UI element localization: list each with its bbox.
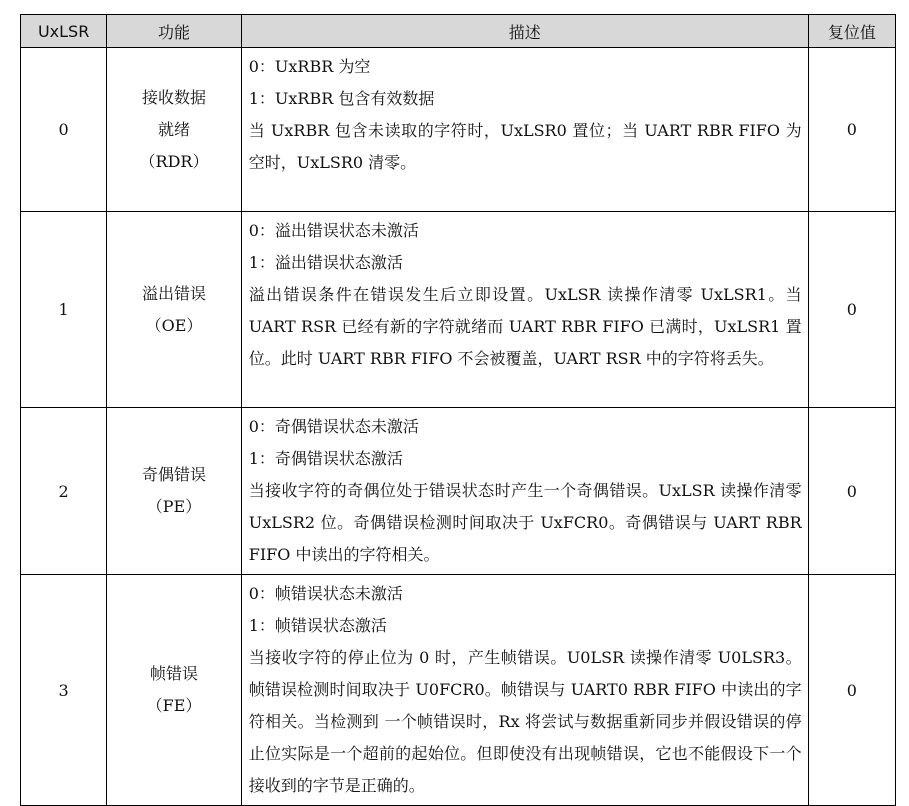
description-line: 当 UxRBR 包含未读取的字符时，UxLSR0 置位；当 UART RBR FIFO 为空时，UxLSR0 清零。	[248, 121, 802, 172]
function-line: 就绪	[158, 119, 191, 139]
reset-cell: 0	[808, 212, 895, 408]
reset-cell: 0	[808, 48, 895, 212]
header-uxlsr: UxLSR	[21, 15, 107, 48]
description-cell	[241, 212, 808, 408]
function-line: 接收数据	[142, 87, 207, 107]
description-line: 0：UxRBR 为空	[248, 57, 371, 76]
function-line: 奇偶错误	[142, 465, 207, 484]
table-row	[21, 48, 896, 212]
function-line: （FE）	[146, 696, 202, 715]
description-line: 当接收字符的奇偶位处于错误状态时产生一个奇偶错误。UxLSR 读操作清零 UxLSR2 位。奇偶错误检测时间取决于 UxFCR0。奇偶错误与 UART RBR FIFO 中读出的字符相关。	[248, 481, 802, 564]
description-line: 当接收字符的停止位为 0 时，产生帧错误。U0LSR 读操作清零 U0LSR3。帧错误检测时间取决于 U0FCR0。帧错误与 UART0 RBR FIFO 中读出的字符相关。当检测到 一个帧错误时，Rx 将尝试与数据重新同步并假设错误的停止位实际是一个超前的起始位。但即使没有出现帧错误，它也不能假设下一个接收到的字节是正确的。	[248, 648, 802, 795]
function-line: （OE）	[145, 315, 203, 335]
function-cell	[107, 408, 241, 575]
description-line: 1：帧错误状态激活	[248, 616, 387, 635]
bit-cell: 0	[21, 48, 107, 212]
function-line: 溢出错误	[142, 283, 207, 303]
function-cell	[107, 48, 241, 212]
description-cell	[241, 575, 808, 806]
table-row	[21, 408, 896, 575]
description-line: 溢出错误条件在错误发生后立即设置。UxLSR 读操作清零 UxLSR1。当 UART RSR 已经有新的字符就绪而 UART RBR FIFO 已满时，UxLSR1 置位。此时 UART RBR FIFO 不会被覆盖，UART RSR 中的字符将丢失。	[248, 285, 802, 368]
register-table	[20, 14, 896, 806]
bit-cell: 3	[21, 575, 107, 806]
table-row	[21, 212, 896, 408]
function-cell	[107, 575, 241, 806]
description-line: 1：溢出错误状态激活	[248, 253, 403, 272]
table-header-row	[21, 15, 896, 48]
description-line: 0：帧错误状态未激活	[248, 584, 403, 603]
description-line: 0：奇偶错误状态未激活	[248, 417, 419, 436]
bit-cell: 2	[21, 408, 107, 575]
table-row	[21, 575, 896, 806]
function-line: 帧错误	[150, 664, 199, 683]
function-line: （PE）	[146, 497, 202, 516]
description-cell	[241, 408, 808, 575]
bit-cell: 1	[21, 212, 107, 408]
description-cell	[241, 48, 808, 212]
header-reset-value: 复位值	[808, 15, 895, 48]
function-line: （RDR）	[139, 151, 209, 171]
header-function: 功能	[107, 15, 241, 48]
function-cell	[107, 212, 241, 408]
header-description: 描述	[241, 15, 808, 48]
description-line: 1：奇偶错误状态激活	[248, 449, 403, 468]
description-line: 0：溢出错误状态未激活	[248, 221, 419, 240]
reset-cell: 0	[808, 408, 895, 575]
reset-cell: 0	[808, 575, 895, 806]
description-line: 1：UxRBR 包含有效数据	[248, 89, 435, 108]
